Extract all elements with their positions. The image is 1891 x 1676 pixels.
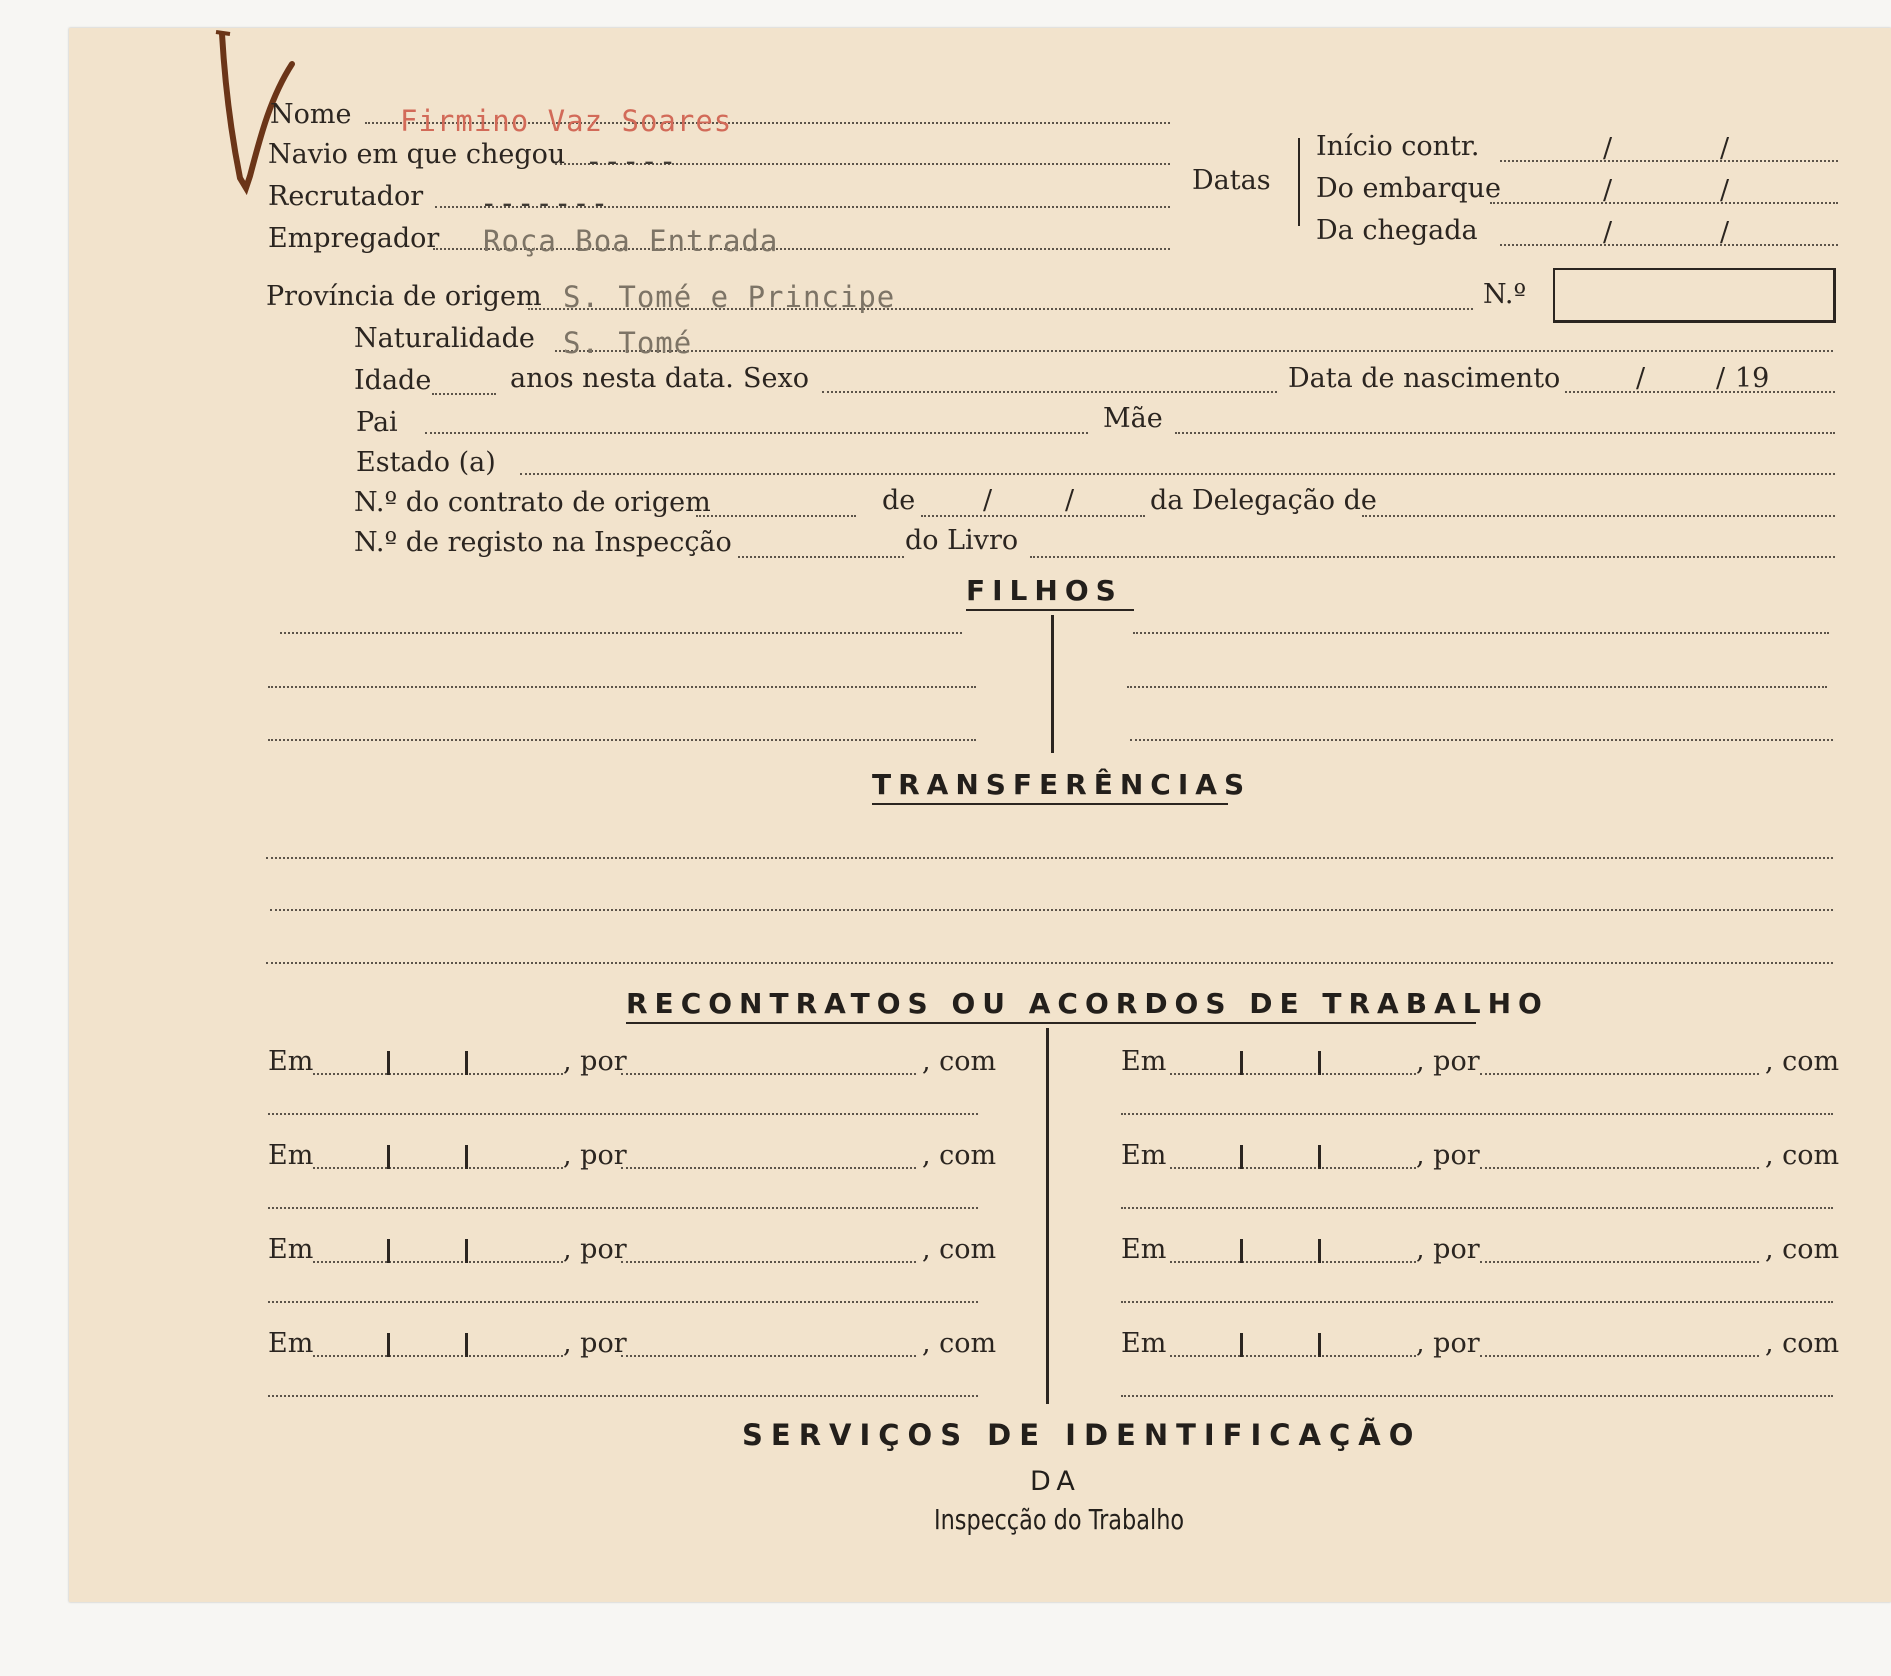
nome-value: Firmino Vaz Soares [400, 104, 733, 138]
datas-embarque: Do embarque [1316, 173, 1502, 204]
idade-label: Idade [354, 365, 432, 396]
delegacao-label: da Delegação de [1150, 485, 1377, 516]
date-separator [1240, 1051, 1243, 1075]
recontrato-em-label: Em [1121, 1046, 1167, 1077]
navio-label: Navio em que chegou [268, 139, 566, 170]
date-separator [1318, 1333, 1321, 1357]
transferencias-line [266, 962, 1833, 964]
recontrato-em-label: Em [268, 1046, 314, 1077]
recontrato-por-line [1480, 1167, 1759, 1169]
date-separator [465, 1145, 468, 1169]
idade-line [432, 393, 496, 395]
recontrato-em-label: Em [1121, 1328, 1167, 1359]
recontrato-por-line [1480, 1073, 1759, 1075]
recontrato-por-label: , por [563, 1140, 627, 1171]
pai-line [425, 432, 1088, 434]
filhos-line [1127, 686, 1827, 688]
transferencias-line [266, 857, 1833, 859]
recontrato-com-label: , com [1765, 1234, 1840, 1265]
mae-line [1175, 432, 1835, 434]
slash: / [1720, 217, 1730, 248]
slash: / [1636, 363, 1646, 394]
recontrato-por-label: , por [1416, 1328, 1480, 1359]
livro-label: do Livro [905, 525, 1019, 556]
recontrato-por-label: , por [563, 1234, 627, 1265]
recontrato-em-label: Em [1121, 1234, 1167, 1265]
sexo-line [822, 391, 1277, 393]
transferencias-underline [872, 803, 1228, 805]
recontrato-com-line [268, 1395, 978, 1397]
recontrato-com-line [268, 1207, 978, 1209]
recontrato-date-line [313, 1167, 563, 1169]
recontrato-em-label: Em [268, 1328, 314, 1359]
recontrato-com-label: , com [922, 1140, 997, 1171]
contrato-label: N.º do contrato de origem [354, 487, 711, 518]
numero-box [1553, 268, 1836, 323]
recontrato-com-label: , com [1765, 1140, 1840, 1171]
recrutador-value: ------- [480, 186, 610, 220]
date-separator [1240, 1145, 1243, 1169]
date-separator [1318, 1239, 1321, 1263]
filhos-line [1133, 632, 1829, 634]
recontrato-date-line [1170, 1261, 1416, 1263]
recontrato-com-line [1121, 1207, 1833, 1209]
recontrato-date-line [1170, 1355, 1416, 1357]
date-separator [1318, 1051, 1321, 1075]
delegacao-line [1362, 515, 1835, 517]
recrutador-label: Recrutador [268, 181, 424, 212]
recontratos-divider [1046, 1028, 1049, 1404]
recontrato-com-label: , com [922, 1328, 997, 1359]
datas-inicio: Início contr. [1316, 131, 1480, 162]
registo-label: N.º de registo na Inspecção [354, 527, 732, 558]
slash: / [1603, 133, 1613, 164]
naturalidade-line [555, 350, 1833, 352]
navio-value: ----- [585, 144, 678, 178]
footer-line3: Inspecção do Trabalho [934, 1503, 1185, 1536]
inicio-line [1500, 160, 1838, 162]
recontrato-por-line [1480, 1261, 1759, 1263]
datas-brace [1298, 138, 1300, 226]
pai-label: Pai [356, 407, 398, 438]
slash: / [1603, 175, 1613, 206]
date-separator [465, 1239, 468, 1263]
transferencias-heading: TRANSFERÊNCIAS [872, 768, 1252, 801]
date-separator [1240, 1333, 1243, 1357]
data-nasc-line [1565, 391, 1835, 393]
recontrato-por-label: , por [1416, 1140, 1480, 1171]
recontrato-em-label: Em [268, 1234, 314, 1265]
slash: / [1065, 485, 1075, 516]
provincia-label: Província de origem [266, 281, 542, 312]
filhos-line [1130, 739, 1833, 741]
recontrato-date-line [313, 1355, 563, 1357]
slash: / [1716, 363, 1726, 394]
date-separator [387, 1333, 390, 1357]
recontrato-em-label: Em [1121, 1140, 1167, 1171]
naturalidade-label: Naturalidade [354, 323, 535, 354]
footer-line2: DA [1030, 1466, 1081, 1497]
date-separator [387, 1239, 390, 1263]
numero-label: N.º [1483, 279, 1527, 310]
recontrato-com-line [268, 1301, 978, 1303]
recontrato-date-line [313, 1261, 563, 1263]
date-separator [387, 1051, 390, 1075]
filhos-heading: FILHOS [966, 574, 1123, 607]
date-separator [465, 1333, 468, 1357]
footer-line1: SERVIÇOS DE IDENTIFICAÇÃO [742, 1418, 1422, 1452]
identification-card [69, 28, 1891, 1602]
recontratos-heading: RECONTRATOS OU ACORDOS DE TRABALHO [626, 987, 1549, 1020]
recontrato-com-line [1121, 1301, 1833, 1303]
recontrato-em-label: Em [268, 1140, 314, 1171]
date-separator [1318, 1145, 1321, 1169]
recontrato-com-line [1121, 1395, 1833, 1397]
data-nasc-label: Data de nascimento [1288, 363, 1561, 394]
slash: / [983, 485, 993, 516]
recontrato-com-label: , com [1765, 1046, 1840, 1077]
recontrato-date-line [313, 1073, 563, 1075]
livro-line [1030, 556, 1835, 558]
chegada-line [1500, 244, 1838, 246]
provincia-value: S. Tomé e Principe [563, 280, 896, 314]
filhos-line [268, 739, 976, 741]
filhos-line [280, 632, 962, 634]
recontrato-por-label: , por [563, 1328, 627, 1359]
slash: / [1720, 133, 1730, 164]
nome-label: Nome [270, 99, 352, 130]
recontrato-por-line [621, 1261, 916, 1263]
empregador-value: Roça Boa Entrada [483, 224, 779, 258]
recontrato-por-line [621, 1355, 916, 1357]
recontrato-date-line [1170, 1073, 1416, 1075]
date-separator [1240, 1239, 1243, 1263]
recontrato-com-label: , com [922, 1046, 997, 1077]
anos-label: anos nesta data. [510, 363, 734, 394]
registo-line [738, 556, 904, 558]
contrato-date-line [921, 515, 1145, 517]
recontrato-por-label: , por [1416, 1234, 1480, 1265]
filhos-divider [1051, 615, 1054, 753]
recontrato-por-line [621, 1167, 916, 1169]
recontrato-com-label: , com [1765, 1328, 1840, 1359]
recontrato-com-line [268, 1113, 978, 1115]
sexo-label: Sexo [743, 363, 809, 394]
recontrato-com-label: , com [922, 1234, 997, 1265]
estado-line [520, 473, 1835, 475]
slash: / [1720, 175, 1730, 206]
empregador-label: Empregador [268, 223, 440, 254]
contrato-line [696, 515, 856, 517]
filhos-underline [966, 609, 1134, 611]
naturalidade-value: S. Tomé [563, 326, 693, 360]
year-prefix: 19 [1735, 363, 1770, 394]
recontrato-por-label: , por [1416, 1046, 1480, 1077]
embarque-line [1490, 202, 1838, 204]
recontrato-com-line [1121, 1113, 1833, 1115]
transferencias-line [270, 909, 1833, 911]
recontrato-date-line [1170, 1167, 1416, 1169]
recontrato-por-label: , por [563, 1046, 627, 1077]
recontrato-por-line [621, 1073, 916, 1075]
filhos-line [268, 686, 976, 688]
datas-label: Datas [1192, 165, 1271, 196]
date-separator [465, 1051, 468, 1075]
mae-label: Mãe [1103, 403, 1163, 434]
date-separator [387, 1145, 390, 1169]
slash: / [1603, 217, 1613, 248]
estado-label: Estado (a) [356, 447, 496, 478]
recontrato-por-line [1480, 1355, 1759, 1357]
recontratos-underline [626, 1022, 1476, 1024]
de-label: de [882, 485, 916, 516]
datas-chegada: Da chegada [1316, 215, 1478, 246]
